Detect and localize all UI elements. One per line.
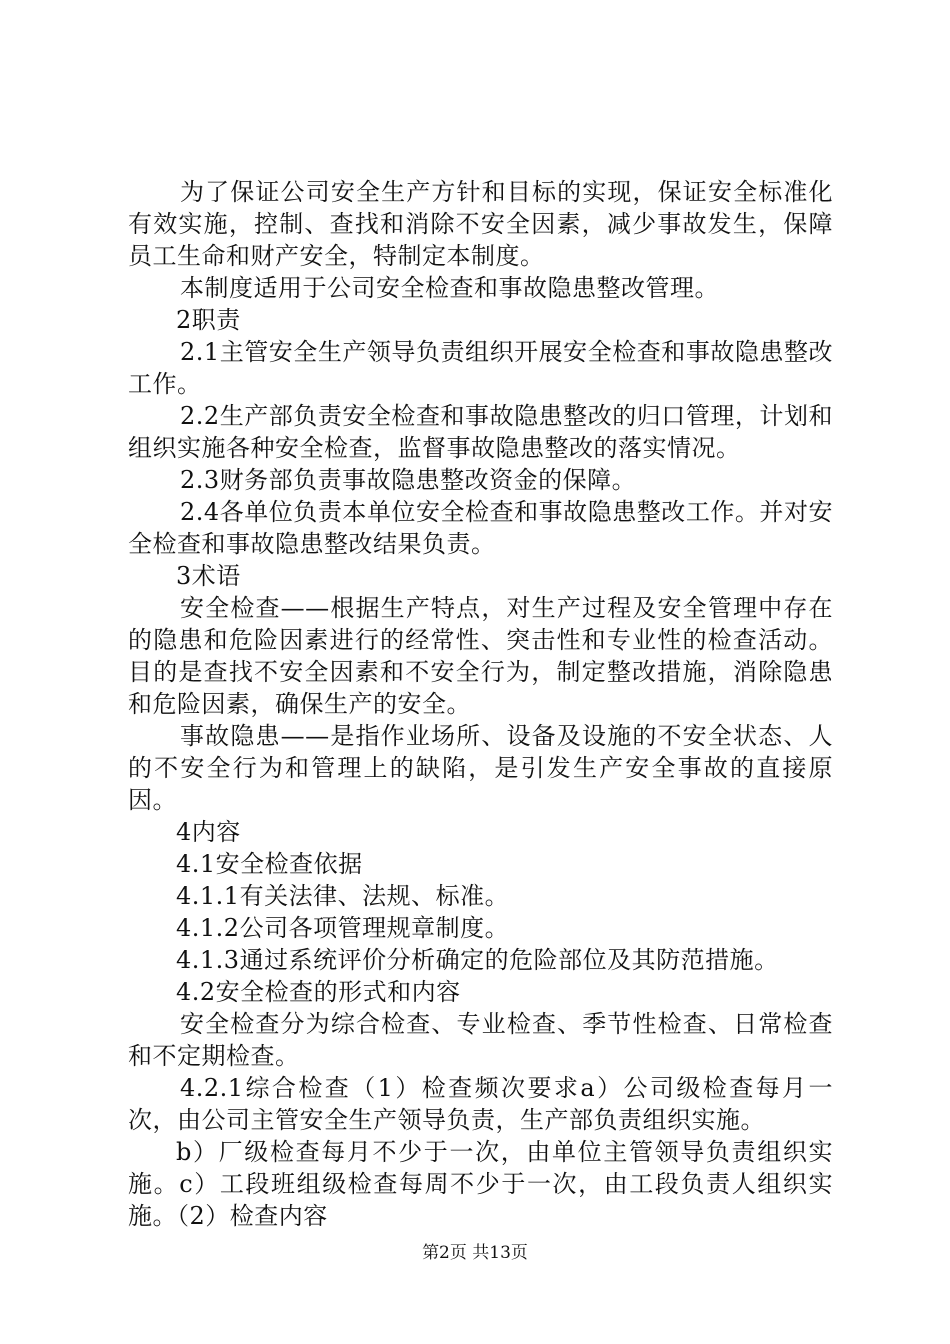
paragraph-factory-level-inspection: b）厂级检查每月不少于一次，由单位主管领导负责组织实施。c）工段班组级检查每周不少于一次，由工段负责人组织实施。（2）检查内容 [128, 1138, 833, 1230]
paragraph-4-2-1: 4.2.1综合检查（1）检查频次要求a）公司级检查每月一次，由公司主管安全生产领导负责，生产部负责组织实施。 [128, 1074, 833, 1134]
list-item-4-1-1: 4.1.1有关法律、法规、标准。 [176, 882, 510, 910]
paragraph-safety-inspection-definition: 安全检查——根据生产特点，对生产过程及安全管理中存在的隐患和危险因素进行的经常性、突击性和专业性的检查活动。目的是查找不安全因素和不安全行为，制定整改措施，消除隐患和危险因素，确保生产的安全。 [128, 594, 833, 718]
paragraph-purpose: 为了保证公司安全生产方针和目标的实现，保证安全标准化有效实施，控制、查找和消除不安全因素，减少事故发生，保障员工生命和财产安全，特制定本制度。 [128, 178, 833, 270]
paragraph-hazard-definition: 事故隐患——是指作业场所、设备及设施的不安全状态、人的不安全行为和管理上的缺陷，是引发生产安全事故的直接原因。 [128, 722, 833, 814]
list-item-4-1-3: 4.1.3通过系统评价分析确定的危险部位及其防范措施。 [176, 946, 779, 974]
page-footer: 第2页 共13页 [422, 1243, 528, 1263]
subsection-heading-4-2: 4.2安全检查的形式和内容 [176, 978, 461, 1006]
section-heading-responsibilities: 2职责 [176, 306, 241, 334]
section-heading-content: 4内容 [176, 818, 241, 846]
paragraph-scope: 本制度适用于公司安全检查和事故隐患整改管理。 [180, 274, 719, 302]
subsection-heading-4-1: 4.1安全检查依据 [176, 850, 363, 878]
section-heading-terms: 3术语 [176, 562, 241, 590]
list-item-4-1-2: 4.1.2公司各项管理规章制度。 [176, 914, 510, 942]
paragraph-2-2: 2.2生产部负责安全检查和事故隐患整改的归口管理，计划和组织实施各种安全检查，监督事故隐患整改的落实情况。 [128, 402, 833, 462]
paragraph-2-1: 2.1主管安全生产领导负责组织开展安全检查和事故隐患整改工作。 [128, 338, 833, 398]
paragraph-2-3: 2.3财务部负责事故隐患整改资金的保障。 [180, 466, 637, 494]
document-body [128, 176, 833, 1232]
paragraph-inspection-types: 安全检查分为综合检查、专业检查、季节性检查、日常检查和不定期检查。 [128, 1010, 833, 1070]
paragraph-2-4: 2.4各单位负责本单位安全检查和事故隐患整改工作。并对安全检查和事故隐患整改结果负责。 [128, 498, 833, 558]
